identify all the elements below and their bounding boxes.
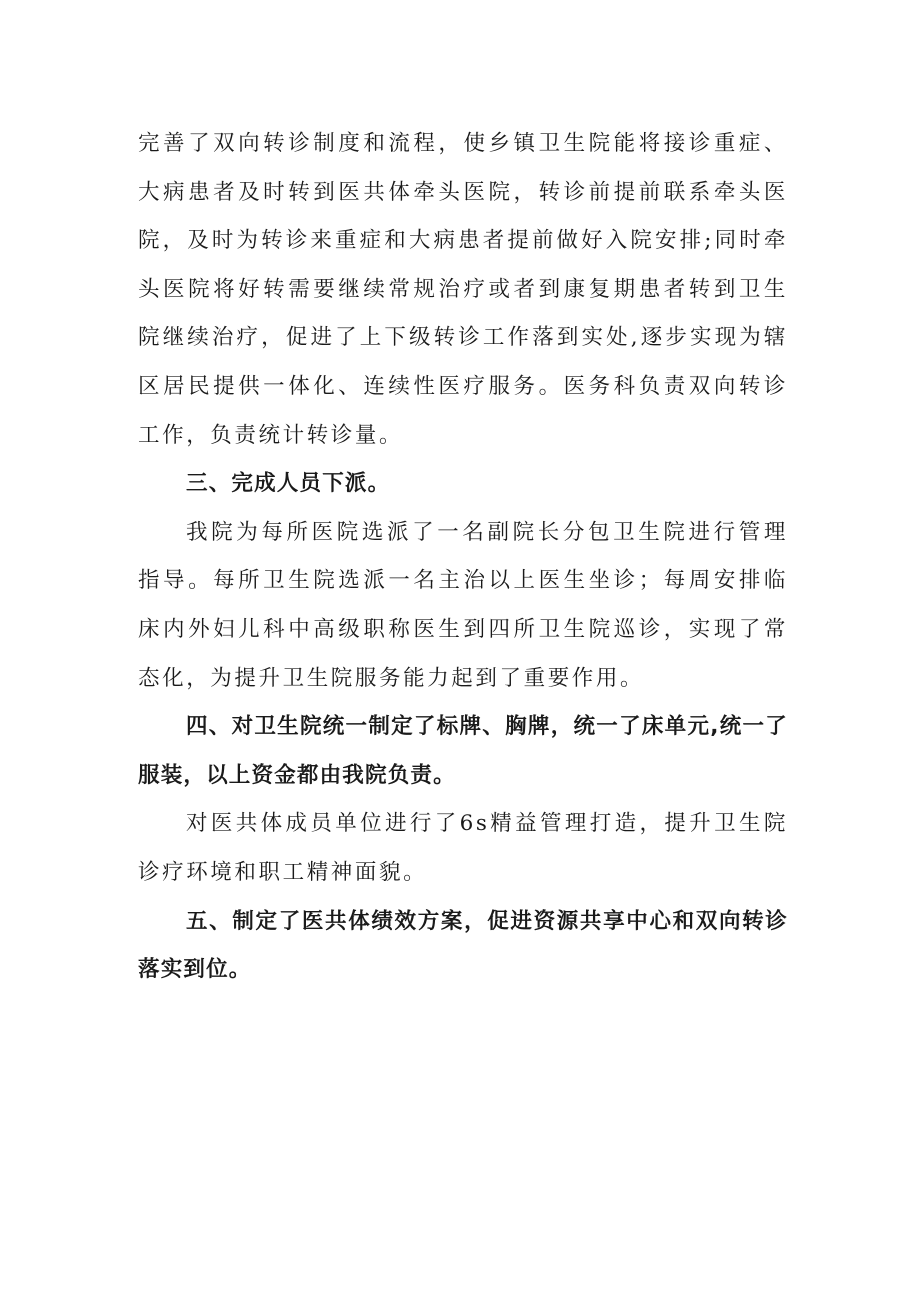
heading-staff-dispatch: 三、完成人员下派。 <box>186 471 391 497</box>
paragraph-referral-system: 完善了双向转诊制度和流程，使乡镇卫生院能将接诊重症、大病患者及时转到医共体牵头医院，转诊前提前联系牵头医院，及时为转诊来重症和大病患者提前做好入院安排;同时牵头医院将好转需要继续常规治疗或者到康复期患者转到卫生院继续治疗，促进了上下级转诊工作落到实处,逐步实现为辖区居民提供一体化、连续性医疗服务。医务科负责双向转诊工作，负责统计转诊量。 <box>138 131 788 448</box>
heading-performance-plan: 五、制定了医共体绩效方案，促进资源共享中心和双向转诊落实到位。 <box>138 908 788 983</box>
paragraph-staff-dispatch: 我院为每所医院选派了一名副院长分包卫生院进行管理指导。每所卫生院选派一名主治以上医生坐诊；每周安排临床内外妇儿科中高级职称医生到四所卫生院巡诊，实现了常态化，为提升卫生院服务能力起到了重要作用。 <box>138 519 788 691</box>
heading-unified-signage: 四、对卫生院统一制定了标牌、胸牌，统一了床单元,统一了服装，以上资金都由我院负责。 <box>138 714 788 788</box>
paragraph-6s-management: 对医共体成员单位进行了6s精益管理打造，提升卫生院诊疗环境和职工精神面貌。 <box>138 811 788 885</box>
document-page <box>138 120 788 995</box>
